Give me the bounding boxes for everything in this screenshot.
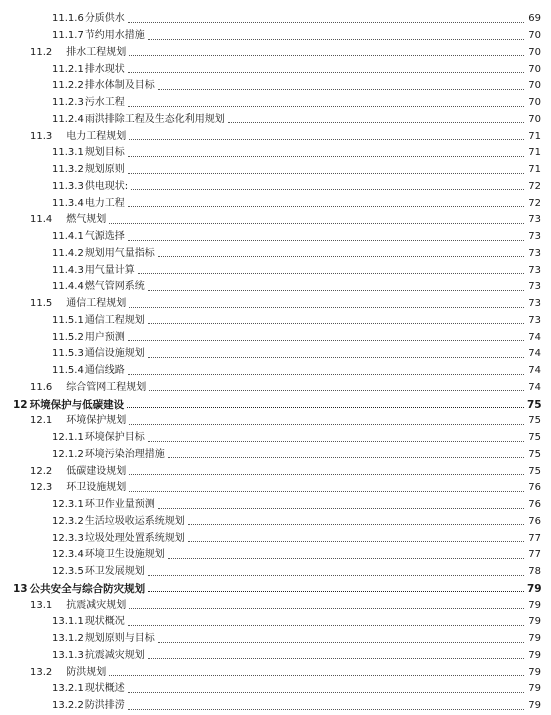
toc-entry-title: 雨洪排除工程及生态化利用规划 <box>84 113 225 125</box>
toc-entry[interactable] <box>0 430 551 447</box>
toc-entry-page-number: 75 <box>528 432 541 444</box>
dot-leader <box>148 575 524 576</box>
toc-entry-title: 环境保护与低碳建设 <box>29 398 125 411</box>
toc-entry-page-number: 70 <box>528 63 541 75</box>
toc-entry-title: 供电现状: <box>84 180 129 192</box>
toc-entry[interactable] <box>0 396 551 413</box>
toc-entry-page-number: 79 <box>528 700 541 712</box>
toc-entry-page-number: 76 <box>528 515 541 527</box>
dot-leader <box>228 122 524 123</box>
toc-entry[interactable] <box>0 614 551 631</box>
toc-entry[interactable] <box>0 229 551 246</box>
dot-leader <box>188 541 524 542</box>
dot-leader <box>109 675 524 676</box>
toc-entry-page-number: 73 <box>528 314 541 326</box>
dot-leader <box>148 323 524 324</box>
dot-leader <box>149 390 524 391</box>
toc-entry-number: 13.1 <box>30 599 53 611</box>
toc-entry-page-number: 73 <box>528 247 541 259</box>
dot-leader <box>158 256 524 257</box>
toc-entry-title: 电力工程规划 <box>66 130 127 142</box>
toc-entry-page-number: 71 <box>528 147 541 159</box>
dot-leader <box>128 709 524 710</box>
toc-entry-page-number: 74 <box>528 348 541 360</box>
toc-entry[interactable] <box>0 279 551 296</box>
dot-leader <box>158 89 524 90</box>
toc-entry-page-number: 77 <box>528 532 541 544</box>
toc-entry-title: 用气量计算 <box>84 264 135 276</box>
toc-entry-title: 通信工程规划 <box>84 314 145 326</box>
dot-leader <box>138 273 524 274</box>
toc-entry[interactable] <box>0 313 551 330</box>
dot-leader <box>128 156 524 157</box>
toc-entry-number: 13.1.2 <box>52 633 84 645</box>
toc-entry-page-number: 79 <box>528 599 541 611</box>
toc-entry-page-number: 79 <box>528 683 541 695</box>
toc-entry-page-number: 79 <box>527 582 542 595</box>
toc-entry-number: 11.1.7 <box>52 30 84 42</box>
toc-entry-title: 排水工程规划 <box>66 46 127 58</box>
toc-entry-title: 生活垃圾收运系统规划 <box>84 515 185 527</box>
dot-leader <box>148 39 524 40</box>
dot-leader <box>148 357 524 358</box>
toc-entry-number: 13.2 <box>30 666 53 678</box>
toc-entry-page-number: 71 <box>528 130 541 142</box>
toc-entry[interactable] <box>0 631 551 648</box>
toc-entry-page-number: 75 <box>527 398 542 411</box>
dot-leader <box>148 591 524 592</box>
toc-entry-title: 节约用水措施 <box>84 30 145 42</box>
toc-entry[interactable] <box>0 128 551 145</box>
toc-entry-page-number: 70 <box>528 97 541 109</box>
toc-entry-title: 规划原则与目标 <box>84 633 155 645</box>
toc-entry-page-number: 77 <box>528 549 541 561</box>
toc-entry-title: 用户预测 <box>84 331 125 343</box>
toc-entry-title: 环卫作业量预测 <box>84 499 155 511</box>
toc-entry-page-number: 69 <box>528 13 541 25</box>
toc-entry[interactable] <box>0 262 551 279</box>
toc-entry-page-number: 79 <box>528 649 541 661</box>
dot-leader <box>128 625 524 626</box>
toc-entry-page-number: 79 <box>528 616 541 628</box>
dot-leader <box>128 173 524 174</box>
toc-entry-number: 12.2 <box>30 465 53 477</box>
toc-entry[interactable] <box>0 11 551 28</box>
dot-leader <box>129 55 524 56</box>
toc-entry-number: 12.1 <box>30 415 53 427</box>
toc-entry-number: 13.1.3 <box>52 649 84 661</box>
toc-entry-page-number: 75 <box>528 448 541 460</box>
toc-entry-number: 12.3 <box>30 482 53 494</box>
toc-entry-number: 12.3.1 <box>52 499 84 511</box>
toc-entry-page-number: 70 <box>528 113 541 125</box>
toc-entry-title: 环卫设施规划 <box>66 482 127 494</box>
toc-entry[interactable] <box>0 547 551 564</box>
toc-entry-number: 12.1.2 <box>52 448 84 460</box>
toc-entry[interactable] <box>0 664 551 681</box>
dot-leader <box>128 340 524 341</box>
toc-entry-number: 11.3.4 <box>52 197 84 209</box>
toc-entry-title: 防洪排涝 <box>84 700 125 712</box>
toc-entry-page-number: 71 <box>528 164 541 176</box>
toc-entry[interactable] <box>0 195 551 212</box>
toc-entry[interactable] <box>0 463 551 480</box>
toc-entry-number: 12.1.1 <box>52 432 84 444</box>
dot-leader <box>158 508 524 509</box>
dot-leader <box>188 524 524 525</box>
toc-entry-number: 13.2.2 <box>52 700 84 712</box>
dot-leader <box>128 22 524 23</box>
toc-entry[interactable] <box>0 296 551 313</box>
toc-entry-page-number: 70 <box>528 80 541 92</box>
toc-entry-title: 燃气规划 <box>66 214 107 226</box>
toc-entry-number: 13.2.1 <box>52 683 84 695</box>
toc-entry-title: 排水体制及目标 <box>84 80 155 92</box>
dot-leader <box>131 189 524 190</box>
toc-entry-number: 11.5 <box>30 298 53 310</box>
toc-entry-number: 11.2.3 <box>52 97 84 109</box>
toc-entry-page-number: 79 <box>528 633 541 645</box>
toc-entry-number: 11.2.2 <box>52 80 84 92</box>
toc-entry[interactable] <box>0 681 551 698</box>
toc-entry-title: 排水现状 <box>84 63 125 75</box>
toc-entry-title: 通信设施规划 <box>84 348 145 360</box>
toc-entry-number: 11.5.1 <box>52 314 84 326</box>
toc-entry[interactable] <box>0 648 551 665</box>
toc-entry-number: 11.1.6 <box>52 13 84 25</box>
toc-entry-page-number: 73 <box>528 281 541 293</box>
toc-entry[interactable] <box>0 497 551 514</box>
toc-entry-title: 电力工程 <box>84 197 125 209</box>
dot-leader <box>148 290 524 291</box>
toc-entry-number: 11.5.3 <box>52 348 84 360</box>
dot-leader <box>129 608 524 609</box>
toc-entry[interactable] <box>0 480 551 497</box>
toc-entry[interactable] <box>0 346 551 363</box>
toc-entry-number: 11.5.2 <box>52 331 84 343</box>
toc-entry-page-number: 73 <box>528 231 541 243</box>
toc-entry[interactable] <box>0 530 551 547</box>
toc-entry-title: 现状概述 <box>84 683 125 695</box>
toc-entry-page-number: 73 <box>528 298 541 310</box>
dot-leader <box>109 223 524 224</box>
toc-entry-page-number: 74 <box>528 365 541 377</box>
dot-leader <box>168 457 524 458</box>
toc-entry-page-number: 74 <box>528 381 541 393</box>
dot-leader <box>129 474 524 475</box>
toc-entry-number: 11.2.4 <box>52 113 84 125</box>
toc-entry-number: 11.6 <box>30 381 53 393</box>
toc-entry-page-number: 75 <box>528 465 541 477</box>
toc-entry-title: 抗震减灾规划 <box>66 599 127 611</box>
toc-entry-page-number: 70 <box>528 46 541 58</box>
toc-entry-title: 规划用气量指标 <box>84 247 155 259</box>
dot-leader <box>129 139 524 140</box>
toc-entry-title: 抗震减灾规划 <box>84 649 145 661</box>
toc-entry-number: 11.2 <box>30 46 53 58</box>
toc-entry[interactable] <box>0 45 551 62</box>
toc-entry-number: 12.3.4 <box>52 549 84 561</box>
dot-leader <box>128 72 524 73</box>
dot-leader <box>128 240 524 241</box>
table-of-contents <box>0 11 551 715</box>
toc-entry[interactable] <box>0 413 551 430</box>
dot-leader <box>148 441 524 442</box>
toc-entry[interactable] <box>0 380 551 397</box>
toc-entry-number: 11.3.3 <box>52 180 84 192</box>
dot-leader <box>128 106 524 107</box>
toc-entry-title: 污水工程 <box>84 97 125 109</box>
dot-leader <box>158 642 524 643</box>
toc-entry[interactable] <box>0 162 551 179</box>
toc-entry-title: 分质供水 <box>84 13 125 25</box>
toc-entry-title: 防洪规划 <box>66 666 107 678</box>
toc-entry-page-number: 76 <box>528 482 541 494</box>
toc-entry-title: 通信工程规划 <box>66 298 127 310</box>
toc-entry-title: 综合管网工程规划 <box>66 381 147 393</box>
toc-entry-page-number: 78 <box>528 566 541 578</box>
toc-entry[interactable] <box>0 28 551 45</box>
toc-entry-number: 12 <box>13 398 28 411</box>
toc-entry[interactable] <box>0 698 551 715</box>
toc-entry-title: 垃圾处理处置系统规划 <box>84 532 185 544</box>
toc-entry-title: 规划目标 <box>84 147 125 159</box>
toc-entry-title: 燃气管网系统 <box>84 281 145 293</box>
dot-leader <box>129 424 524 425</box>
toc-entry-page-number: 74 <box>528 331 541 343</box>
toc-entry-page-number: 73 <box>528 214 541 226</box>
toc-entry-number: 11.2.1 <box>52 63 84 75</box>
dot-leader <box>129 491 524 492</box>
toc-entry-title: 环境污染治理措施 <box>84 448 165 460</box>
toc-entry-number: 11.3.1 <box>52 147 84 159</box>
toc-entry-title: 低碳建设规划 <box>66 465 127 477</box>
toc-entry-number: 11.4.3 <box>52 264 84 276</box>
toc-entry-number: 12.3.2 <box>52 515 84 527</box>
toc-entry-page-number: 73 <box>528 264 541 276</box>
toc-entry[interactable] <box>0 581 551 598</box>
dot-leader <box>127 407 524 408</box>
dot-leader <box>148 658 524 659</box>
toc-entry-number: 11.4.2 <box>52 247 84 259</box>
toc-entry[interactable] <box>0 212 551 229</box>
toc-entry-number: 11.3 <box>30 130 53 142</box>
toc-entry-page-number: 79 <box>528 666 541 678</box>
toc-entry[interactable] <box>0 61 551 78</box>
toc-entry[interactable] <box>0 95 551 112</box>
toc-entry[interactable] <box>0 447 551 464</box>
toc-entry[interactable] <box>0 246 551 263</box>
toc-entry[interactable] <box>0 112 551 129</box>
toc-entry[interactable] <box>0 564 551 581</box>
toc-entry[interactable] <box>0 363 551 380</box>
toc-entry-title: 环境卫生设施规划 <box>84 549 165 561</box>
toc-entry-page-number: 72 <box>528 180 541 192</box>
toc-entry-number: 13 <box>13 582 28 595</box>
toc-entry-page-number: 70 <box>528 30 541 42</box>
toc-entry-title: 环境保护目标 <box>84 432 145 444</box>
toc-entry-number: 11.4 <box>30 214 53 226</box>
dot-leader <box>128 374 524 375</box>
dot-leader <box>168 558 524 559</box>
toc-entry-number: 12.3.3 <box>52 532 84 544</box>
toc-entry-number: 11.4.1 <box>52 231 84 243</box>
toc-entry-title: 气源选择 <box>84 231 125 243</box>
toc-entry[interactable] <box>0 514 551 531</box>
dot-leader <box>129 307 524 308</box>
toc-entry[interactable] <box>0 145 551 162</box>
dot-leader <box>128 206 524 207</box>
toc-entry-title: 规划原则 <box>84 164 125 176</box>
toc-entry-number: 12.3.5 <box>52 566 84 578</box>
toc-entry-page-number: 72 <box>528 197 541 209</box>
toc-entry-title: 现状概况 <box>84 616 125 628</box>
toc-entry-title: 环卫发展规划 <box>84 566 145 578</box>
toc-entry-page-number: 75 <box>528 415 541 427</box>
dot-leader <box>128 692 524 693</box>
toc-entry[interactable] <box>0 179 551 196</box>
toc-entry-page-number: 76 <box>528 499 541 511</box>
toc-entry[interactable] <box>0 78 551 95</box>
toc-entry-number: 13.1.1 <box>52 616 84 628</box>
toc-entry[interactable] <box>0 597 551 614</box>
toc-entry-number: 11.3.2 <box>52 164 84 176</box>
toc-entry[interactable] <box>0 329 551 346</box>
toc-entry-title: 环境保护规划 <box>66 415 127 427</box>
toc-entry-number: 11.5.4 <box>52 365 84 377</box>
toc-entry-number: 11.4.4 <box>52 281 84 293</box>
toc-entry-title: 公共安全与综合防灾规划 <box>29 582 146 595</box>
toc-entry-title: 通信线路 <box>84 365 125 377</box>
